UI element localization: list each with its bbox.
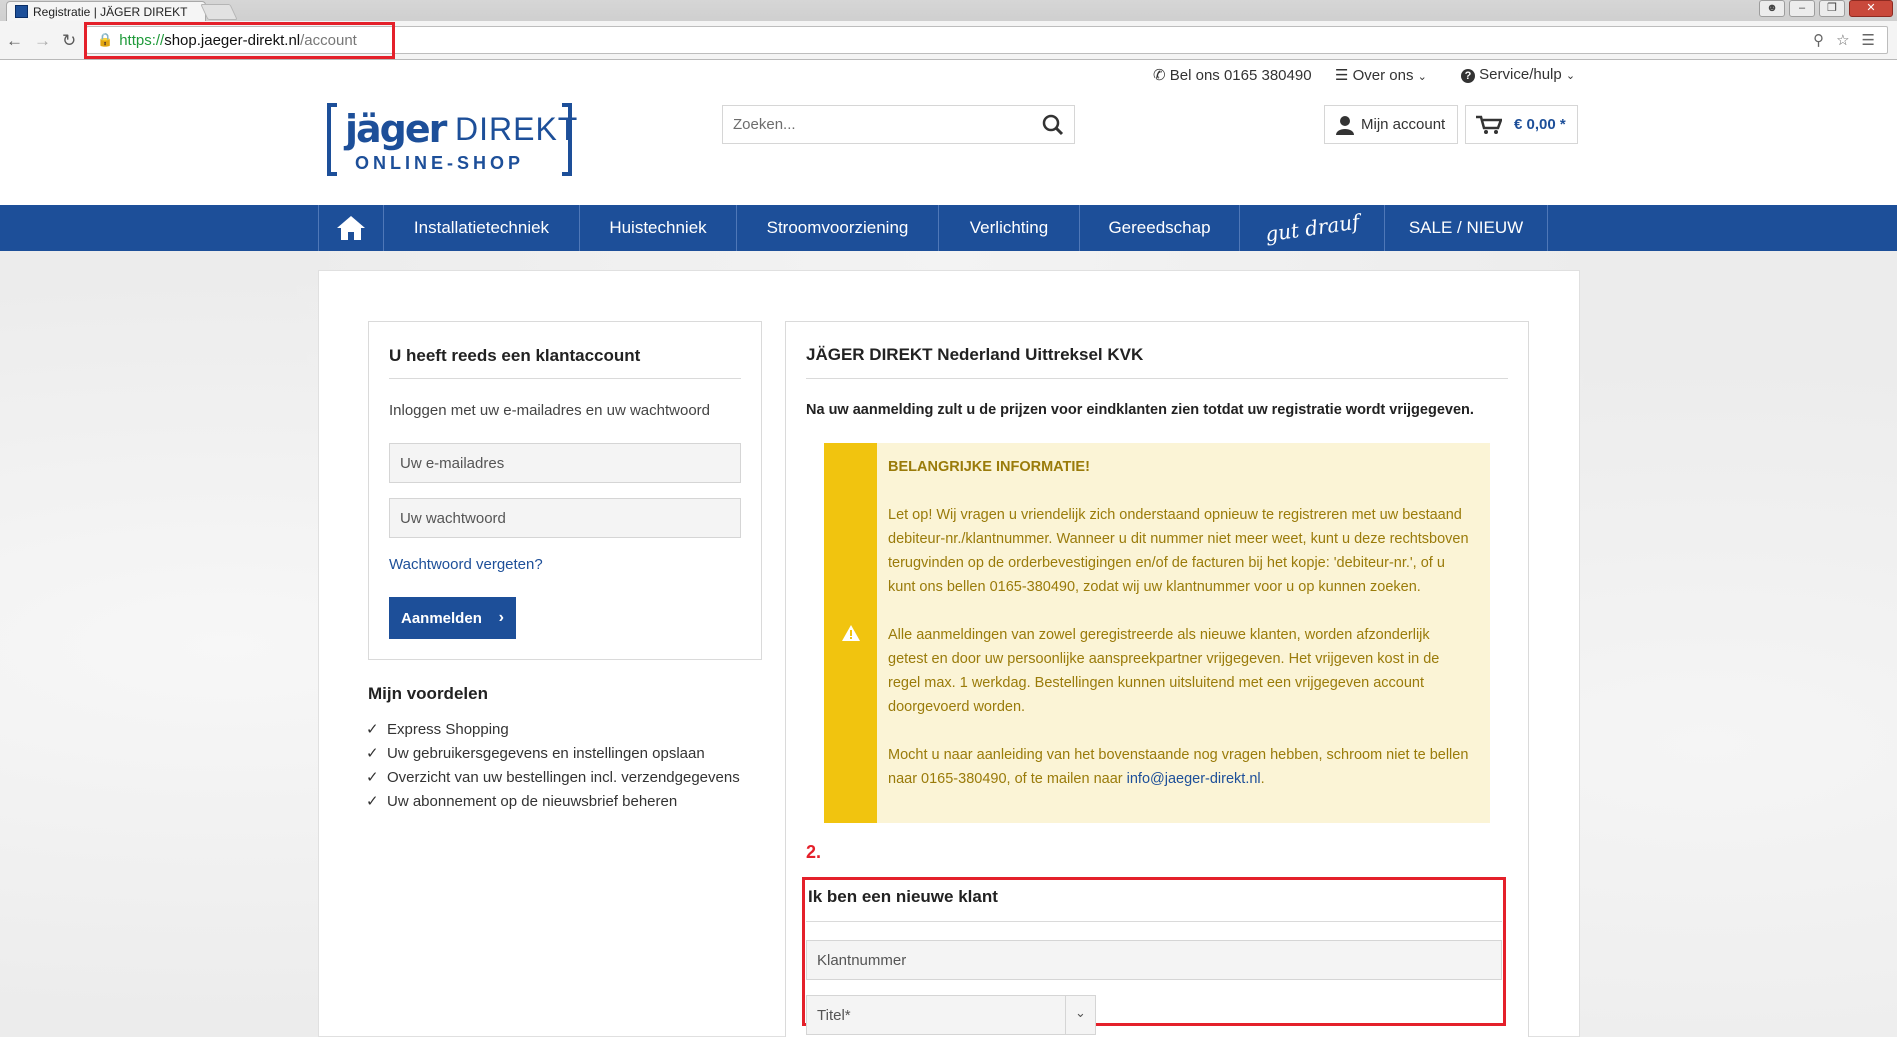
minimize-icon[interactable]: – (1789, 0, 1815, 17)
nav-label: Installatietechniek (413, 218, 550, 237)
new-tab-button[interactable] (200, 4, 237, 20)
url-scheme: https:// (119, 31, 165, 49)
cart-icon (1476, 115, 1502, 135)
browser-tabstrip (0, 0, 1897, 21)
new-customer-title: Ik ben een nieuwe klant (808, 887, 998, 906)
title-select-value: Titel* (817, 1006, 851, 1024)
register-notice: Na uw aanmelding zult u de prijzen voor eindklanten zien totdat uw registratie wordt vrijgegeven. (806, 402, 1474, 418)
info-paragraph-3-end: . (1260, 771, 1265, 787)
chevron-down-icon: ⌄ (1565, 70, 1576, 82)
login-panel (368, 321, 762, 660)
login-title: U heeft reeds een klantaccount (389, 346, 641, 365)
info-paragraph-3 (888, 743, 1473, 791)
search-box (722, 105, 1075, 144)
list-item: ✓ Express Shopping (366, 718, 740, 742)
password-field[interactable] (389, 498, 741, 538)
logo-bracket-left (327, 103, 337, 176)
info-email-link[interactable]: info@jaeger-direkt.nl (1126, 771, 1261, 787)
user-icon (1335, 115, 1355, 135)
user-icon[interactable]: ☻ (1759, 0, 1785, 17)
phone-link[interactable] (1153, 66, 1312, 84)
about-label: Over ons (1352, 67, 1414, 84)
annotation-number-2: 2. (806, 842, 822, 862)
info-text (888, 455, 1473, 815)
email-field[interactable] (389, 443, 741, 483)
account-button[interactable] (1324, 105, 1458, 144)
login-button[interactable] (389, 597, 516, 639)
phone-label: Bel ons 0165 380490 (1169, 67, 1312, 84)
search-icon[interactable] (1042, 114, 1064, 136)
nav-label: Gereedschap (1108, 218, 1211, 237)
password-placeholder: Uw wachtwoord (400, 509, 506, 527)
nav-stroomvoorziening[interactable] (736, 205, 938, 251)
help-icon: ? (1461, 69, 1475, 83)
menu-icon[interactable]: ☰ (1861, 32, 1875, 49)
nav-label: Stroomvoorziening (766, 218, 909, 237)
nav-label: SALE / NIEUW (1408, 218, 1524, 237)
register-title: JÄGER DIREKT Nederland Uittreksel KVK (806, 345, 1144, 364)
back-icon[interactable]: ← (6, 31, 23, 50)
service-menu[interactable] (1461, 66, 1575, 83)
url-host: shop.jaeger-direkt.nl (164, 31, 301, 49)
bookmark-star-icon[interactable]: ☆ (1836, 32, 1850, 49)
customer-number-placeholder: Klantnummer (817, 951, 907, 969)
info-heading: BELANGRIJKE INFORMATIE! (888, 459, 1090, 475)
lock-icon: 🔒 (97, 32, 114, 47)
divider (806, 921, 1502, 922)
reload-icon[interactable]: ↻ (62, 31, 77, 50)
title-select[interactable] (806, 995, 1096, 1035)
chevron-down-icon: ⌄ (1065, 996, 1095, 1034)
search-input[interactable] (733, 116, 1033, 133)
about-menu[interactable] (1335, 66, 1427, 84)
favicon-icon (15, 5, 28, 18)
home-icon (336, 215, 366, 241)
gut-drauf-logo: gut drauf (1263, 209, 1361, 247)
nav-gut-drauf[interactable] (1239, 205, 1384, 251)
url-path: /account (300, 31, 357, 49)
info-paragraph-2: Alle aanmeldingen van zowel geregistreerde als nieuwe klanten, worden afzonderlijk getest en door uw persoonlijke aanspreekpartner vrijgegeven. Het vrijgeven kost in de regel max. 1 werkdag. Bestellingen kunnen uitsluitend met een vrijgegeven account doorgevoerd worden. (888, 627, 1440, 715)
close-icon[interactable]: ✕ (1849, 0, 1893, 17)
forward-icon[interactable]: → (34, 31, 51, 50)
logo-direkt: DIREKT (455, 111, 579, 147)
nav-huistechniek[interactable] (579, 205, 736, 251)
chevron-right-icon: › (498, 609, 504, 626)
browser-tab[interactable] (6, 1, 206, 21)
login-subtitle: Inloggen met uw e-mailadres en uw wachtwoord (389, 402, 710, 419)
window-controls (1759, 0, 1893, 17)
phone-icon: ✆ (1153, 67, 1166, 84)
main-navigation (0, 205, 1897, 251)
cart-button[interactable] (1465, 105, 1578, 144)
info-stripe (824, 443, 877, 823)
tab-title: Registratie | JÄGER DIREKT (33, 4, 188, 19)
nav-sale-nieuw[interactable] (1384, 205, 1548, 251)
site-logo[interactable] (327, 103, 579, 176)
nav-label: Verlichting (969, 218, 1049, 237)
nav-gereedschap[interactable] (1079, 205, 1239, 251)
list-item: ✓ Uw gebruikersgegevens en instellingen opslaan (366, 742, 740, 766)
key-icon[interactable]: ⚲ (1813, 32, 1825, 49)
forgot-password-link[interactable]: Wachtwoord vergeten? (389, 556, 543, 573)
annotation-box-url (84, 22, 395, 59)
nav-home[interactable] (318, 205, 383, 251)
info-paragraph-3-text: Mocht u naar aanleiding van het bovenstaande nog vragen hebben, schroom niet te bellen naar 0165-380490, of te mailen naar (888, 747, 1469, 787)
nav-label: Huistechniek (609, 218, 707, 237)
divider (806, 378, 1508, 379)
cart-total: € 0,00 * (1514, 116, 1566, 133)
hamburger-icon: ☰ (1335, 67, 1349, 84)
benefits-title: Mijn voordelen (368, 684, 488, 703)
logo-subtitle: ONLINE-SHOP (355, 153, 525, 173)
nav-installatietechniek[interactable] (383, 205, 579, 251)
chevron-down-icon: ⌄ (1417, 71, 1427, 83)
warning-icon (842, 625, 860, 641)
maximize-icon[interactable]: ❐ (1819, 0, 1845, 17)
service-label: Service/hulp (1479, 66, 1562, 83)
divider (389, 378, 741, 379)
list-item: ✓ Uw abonnement op de nieuwsbrief beheren (366, 790, 740, 814)
list-item: ✓ Overzicht van uw bestellingen incl. verzendgegevens (366, 766, 740, 790)
login-button-label: Aanmelden (401, 609, 482, 627)
important-info-box (824, 443, 1490, 823)
logo-brand: jäger (345, 107, 446, 151)
nav-verlichting[interactable] (938, 205, 1079, 251)
email-placeholder: Uw e-mailadres (400, 454, 505, 472)
customer-number-field[interactable] (806, 940, 1502, 980)
info-paragraph-1: Let op! Wij vragen u vriendelijk zich onderstaand opnieuw te registreren met uw bestaand debiteur-nr./klantnummer. Wanneer u dit nummer niet meer weet, kunt u deze rechtsboven terugvinden op de orderbevestigingen en/of de facturen bij het kopje: 'debiteur-nr.', of u kunt ons bellen 0165-380490, zodat wij uw klantnummer voor u op kunnen zoeken. (888, 507, 1469, 595)
account-label: Mijn account (1361, 116, 1446, 133)
benefits-list (366, 718, 740, 814)
